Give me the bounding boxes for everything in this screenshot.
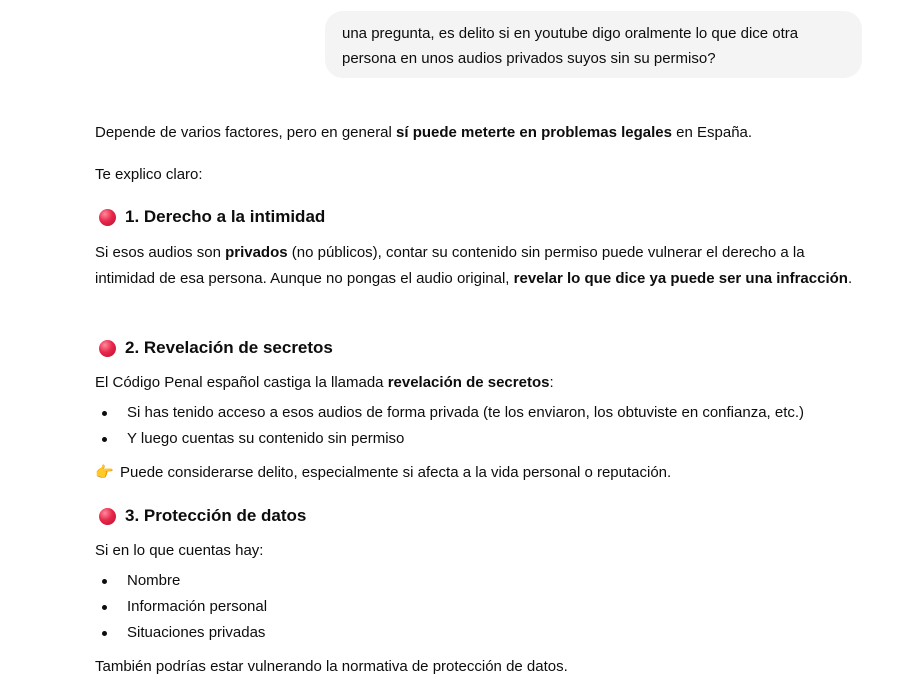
list-item-text: Información personal [127, 598, 268, 615]
red-circle-icon [99, 209, 116, 226]
red-circle-icon [99, 340, 116, 357]
section2-bold: revelación de secretos [387, 374, 550, 391]
section1-bold: privados [225, 244, 288, 261]
red-circle-icon [99, 508, 116, 525]
section-title: 3. Protección de datos [125, 506, 307, 525]
section1-text: Si esos audios son [95, 244, 226, 261]
list-item-text: Situaciones privadas [127, 624, 266, 641]
note-paragraph [95, 463, 671, 483]
section-heading [95, 338, 333, 358]
section2-paragraph [95, 373, 554, 393]
list-item-text: Y luego cuentas su contenido sin permiso [127, 430, 405, 447]
intro-bold: sí puede meterte en problemas legales [396, 124, 672, 141]
bullet-icon [102, 605, 107, 610]
section-title: 1. Derecho a la intimidad [125, 207, 326, 226]
section-title: 2. Revelación de secretos [125, 338, 333, 357]
list-item-text: Si has tenido acceso a esos audios de forma privada (te los enviaron, los obtuviste en confianza, etc.) [127, 404, 805, 421]
section3-paragraph: Si en lo que cuentas hay: [95, 542, 264, 559]
intro-text: Depende de varios factores, pero en general [95, 124, 397, 141]
explain-paragraph: Te explico claro: [95, 166, 203, 183]
section2-text: : [549, 374, 554, 391]
section-heading [95, 506, 306, 526]
section2-text: El Código Penal español castiga la llamada [95, 374, 388, 391]
bullet-icon [102, 579, 107, 584]
user-message-line: persona en unos audios privados suyos sin su permiso? [342, 50, 716, 67]
section1-text: (no públicos), contar su contenido sin permiso puede vulnerar el derecho a la intimidad de esa persona. Aunque no pongas el audio original, [95, 244, 805, 287]
bullet-icon [102, 437, 107, 442]
bullet-icon [102, 411, 107, 416]
closing-paragraph: También podrías estar vulnerando la normativa de protección de datos. [95, 658, 568, 675]
pointing-hand-icon: 👉 [95, 464, 114, 481]
intro-text-end: en España. [671, 124, 753, 141]
intro-paragraph [95, 123, 752, 143]
bullet-icon [102, 631, 107, 636]
section-heading [95, 207, 325, 227]
section1-bold: revelar lo que dice ya puede ser una infracción [513, 270, 848, 287]
user-message-bubble [325, 11, 862, 78]
section1-text: . [847, 270, 853, 287]
section1-paragraph [95, 240, 855, 292]
note-text: Puede considerarse delito, especialmente si afecta a la vida personal o reputación. [120, 464, 672, 481]
list-item-text: Nombre [127, 572, 181, 589]
user-message-line: una pregunta, es delito si en youtube digo oralmente lo que dice otra [342, 25, 799, 42]
